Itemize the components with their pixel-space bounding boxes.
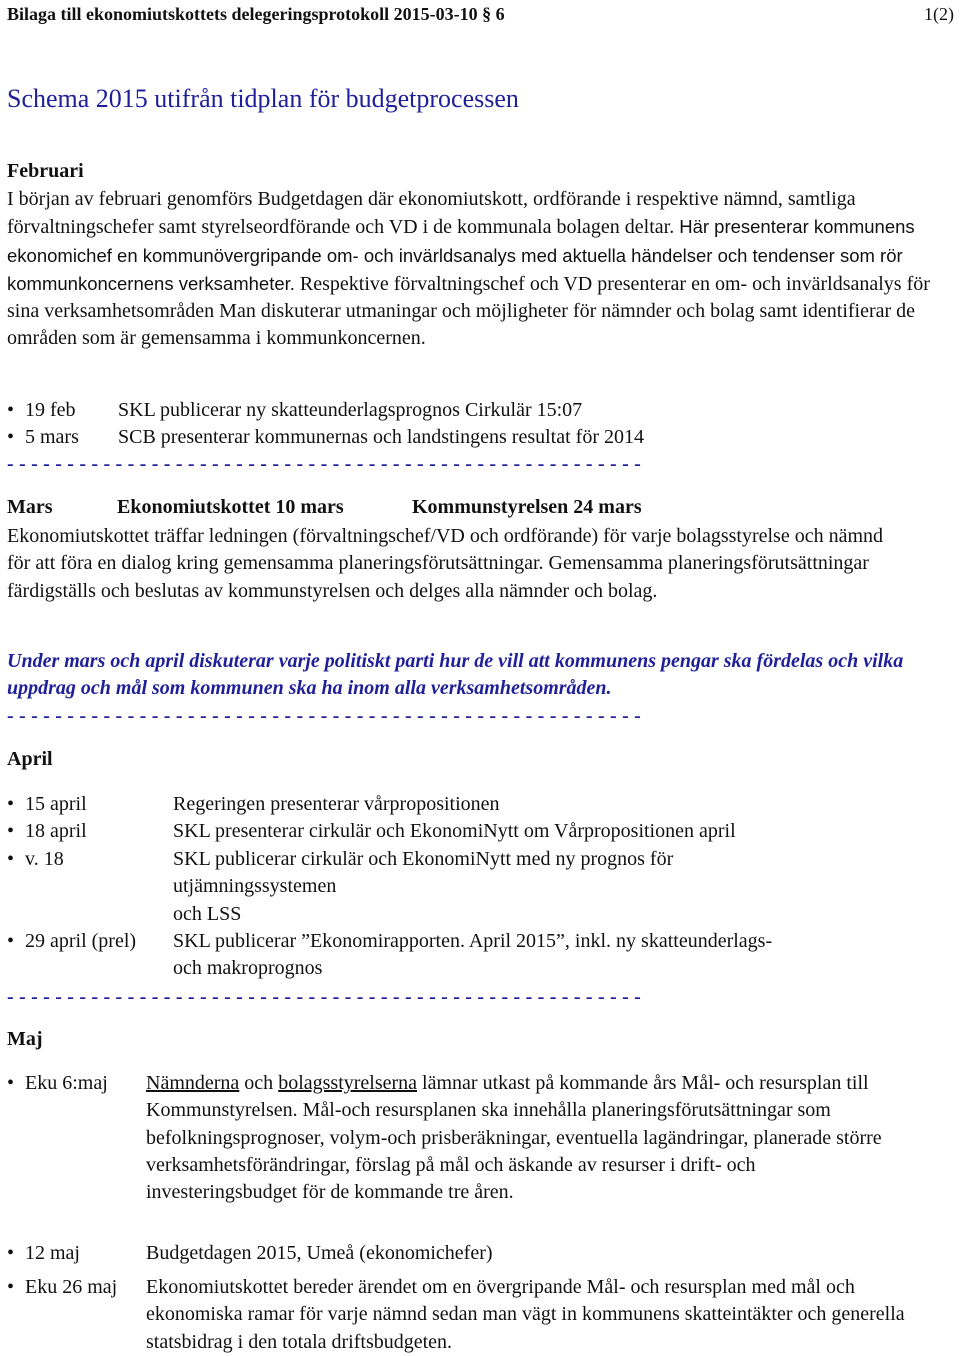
item-text-part: och (239, 1072, 279, 1094)
item-text-part: lämnar utkast på kommande års Mål- och resursplan till Kommunstyrelsen. Mål-och resursplanen ska innehålla planeringsförutsättningar som befolkningsprognoser, volym-och prisberäkningar, eventuella lagändringar, planerade större verksamhetsförändringar, förslag på mål och äskande av resurser i drift- och investeringsbudget för de kommande tre åren. (146, 1072, 882, 1204)
separator-line: - - - - - - - - - - - - - - - - - - - - - - - - - - - - - - - - - - - - - - - - - - - - - - - - - - - - - (7, 453, 641, 475)
bullet-icon: • (7, 793, 15, 815)
item-text-line: SKL publicerar cirkulär och EkonomiNytt med ny prognos för (173, 848, 674, 870)
mars-emphasis: Under mars och april diskuterar varje politiskt parti hur de vill att kommunens pengar ska fördelas och vilka uppdrag och mål som kommunen ska ha inom alla verksamhetsområden. (7, 650, 904, 700)
item-text-line: och makroprognos (173, 957, 323, 980)
item-date: 15 april (25, 793, 87, 815)
mars-heading: Mars (7, 496, 53, 518)
underlined-term: bolagsstyrelserna (278, 1072, 418, 1094)
item-date: 29 april (prel) (25, 930, 137, 952)
item-text (173, 928, 772, 983)
bullet-icon: • (7, 399, 15, 421)
list-item (7, 1240, 493, 1267)
list-item (7, 1070, 886, 1206)
list-item (7, 928, 772, 983)
item-date: 12 maj (25, 1242, 80, 1264)
list-item (7, 424, 644, 451)
item-text: SKL presenterar cirkulär och EkonomiNytt om Vårpropositionen april (173, 820, 736, 842)
separator-line: - - - - - - - - - - - - - - - - - - - - - - - - - - - - - - - - - - - - - - - - - - - - - - - - - - - - - (7, 986, 641, 1008)
list-item (7, 397, 582, 424)
page-number: 1(2) (924, 4, 954, 24)
februari-body (7, 186, 955, 353)
bullet-icon: • (7, 1242, 15, 1264)
februari-heading: Februari (7, 160, 84, 182)
februari-p1: I början av februari genomförs Budgetdagen där ekonomiutskott, ordförande i respektive nämnd, samtliga förvaltningschefer samt styrelseordförande och VD i de kommunala bolagen deltar. (7, 188, 856, 239)
item-date: 5 mars (25, 426, 79, 448)
maj-heading: Maj (7, 1028, 43, 1050)
underlined-term: Nämnderna (146, 1072, 240, 1094)
mars-body: Ekonomiutskottet träffar ledningen (förvaltningschef/VD och ordförande) för varje bolagsstyrelse och nämnd för att föra en dialog kring gemensamma planeringsförutsättningar. Gemensamma planeringsförutsättningar färdigställs och beslutas av kommunstyrelsen och delges alla nämnder och bolag. (7, 525, 884, 602)
april-heading: April (7, 748, 53, 770)
item-text-line: och LSS (173, 902, 242, 925)
item-date: 18 april (25, 820, 87, 842)
list-item (7, 818, 736, 845)
bullet-icon: • (7, 426, 15, 448)
item-text: Budgetdagen 2015, Umeå (ekonomichefer) (146, 1242, 493, 1264)
list-item (7, 846, 673, 928)
list-item (7, 791, 500, 818)
item-text-line: SKL publicerar ”Ekonomirapporten. April 2015”, inkl. ny skatteunderlags- (173, 930, 773, 952)
separator-line: - - - - - - - - - - - - - - - - - - - - - - - - - - - - - - - - - - - - - - - - - - - - - - - - - - - - - (7, 705, 641, 727)
header-title: Bilaga till ekonomiutskottets delegeringsprotokoll 2015-03-10 § 6 (7, 4, 505, 24)
item-date: 19 feb (25, 399, 76, 421)
item-text (173, 846, 673, 928)
item-text-line: utjämningssystemen (173, 875, 337, 898)
list-item (7, 1274, 916, 1356)
item-text: Regeringen presenterar vårpropositionen (173, 793, 500, 815)
februari-p3: Respektive förvaltningschef och VD presenterar en om- och invärldsanalys för sina verksamhetsområden Man diskuterar utmaningar och möjligheter för nämnder och bolag samt identifierar de områden som är gemensamma i kommunkoncernen. (7, 272, 930, 350)
item-text: SKL publicerar ny skatteunderlagsprognos Cirkulär 15:07 (118, 399, 583, 421)
bullet-icon: • (7, 848, 15, 870)
mars-meeting-eku: Ekonomiutskottet 10 mars (117, 496, 344, 518)
item-date: Eku 6:maj (25, 1072, 108, 1094)
bullet-icon: • (7, 820, 15, 842)
item-text: Ekonomiutskottet bereder ärendet om en övergripande Mål- och resursplan med mål och ekonomiska ramar för varje nämnd sedan man vägt in kommunens skatteintäkter och generella statsbidrag i den totala driftsbudgeten. (146, 1276, 905, 1353)
bullet-icon: • (7, 1276, 15, 1298)
item-date: Eku 26 maj (25, 1276, 118, 1298)
item-text: SCB presenterar kommunernas och landstingens resultat för 2014 (118, 426, 644, 448)
bullet-icon: • (7, 1072, 15, 1094)
mars-heading-row (7, 496, 642, 519)
document-title: Schema 2015 utifrån tidplan för budgetprocessen (7, 84, 519, 113)
item-date: v. 18 (25, 848, 64, 870)
februari-p2: Här presenterar kommunens ekonomichef en kommunövergripande om- och invärldsanalys med aktuella händelser och tendenser som rör kommunkoncernens verksamheter. (7, 216, 915, 294)
bullet-icon: • (7, 930, 15, 952)
mars-meeting-ks: Kommunstyrelsen 24 mars (412, 496, 642, 518)
item-text (146, 1070, 886, 1206)
